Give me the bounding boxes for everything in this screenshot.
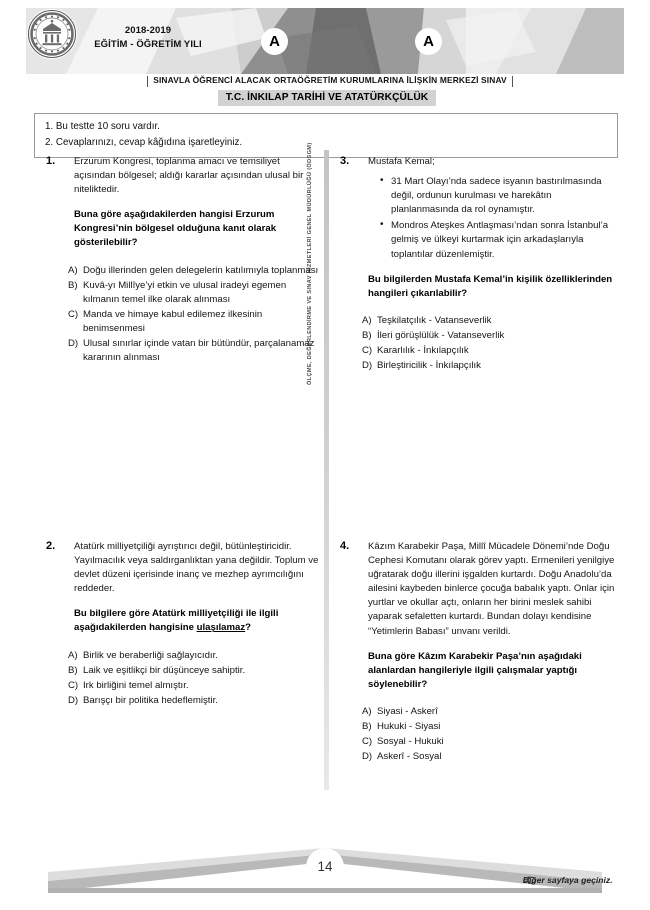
instruction-item: 1. Bu testte 10 soru vardır. [45, 121, 160, 132]
year-line-2: EĞİTİM - ÖĞRETİM YILI [94, 38, 202, 50]
option-d-letter: D) [362, 751, 373, 763]
question-1-number: 1. [46, 155, 56, 167]
question-3-options [340, 314, 618, 373]
option-a-text: Teşkilatçılık - Vatanseverlik [377, 314, 492, 326]
option-b[interactable] [362, 329, 618, 343]
question-1-options [46, 264, 324, 366]
option-d[interactable] [68, 337, 324, 365]
next-page-text: Diğer sayfaya geçiniz. [522, 875, 613, 885]
booklet-code-right: A [415, 28, 442, 55]
exam-name-label: SINAVLA ÖĞRENCİ ALACAK ORTAÖĞRETİM KURUMLARINA İLİŞKİN MERKEZİ SINAV [145, 75, 515, 85]
question-1-stem: Buna göre aşağıdakilerden hangisi Erzurum Kongresi’nin bölgesel olduğuna kanıt olarak gösterilebilir? [74, 209, 277, 249]
option-d-text: Birleştiricilik - İnkılapçılık [377, 360, 481, 372]
bullet-item: • Mondros Ateşkes Antlaşması’ndan sonra İstanbul’a gelmiş ve ülkeyi kurtarmak için arkadaşlarıyla toplantılar düzenlemiştir. [380, 219, 618, 261]
column-divider [324, 150, 329, 790]
question-2-stem-pre: Bu bilgilere göre Atatürk milliyetçiliği ile ilgili aşağıdakilerden hangisine [74, 608, 279, 634]
subject-title-bar: T.C. İNKILAP TARİHİ VE ATATÜRKÇÜLÜK [218, 90, 436, 106]
question-1-passage: Erzurum Kongresi, toplanma amacı ve temsiliyet açısından bölgesel; aldığı kararlar açısından ulusal bir niteliktedir. [74, 156, 304, 196]
question-4 [340, 540, 618, 765]
option-a-text: Doğu illerinden gelen delegelerin katılımıyla toplanması [83, 264, 319, 276]
option-b-text: İleri görüşlülük - Vatanseverlik [377, 329, 505, 341]
option-b-text: Kuvâ-yı Millîye’yi etkin ve ulusal iradeyi egemen kılmanın temel ilke olarak alınması [83, 279, 287, 305]
question-2-stem [74, 607, 324, 635]
option-c-letter: C) [362, 345, 373, 357]
option-a[interactable] [362, 314, 618, 328]
option-b-letter: B) [362, 329, 372, 341]
option-c-text: Kararlılık - İnkılapçılık [377, 345, 469, 357]
option-b-letter: B) [362, 721, 372, 733]
question-1 [46, 155, 324, 366]
option-d-letter: D) [68, 338, 79, 350]
option-d-text: Barışçı bir politika hedeflemiştir. [83, 694, 218, 706]
option-b[interactable] [362, 720, 618, 734]
option-c[interactable] [362, 735, 618, 749]
instruction-item: 2. Cevaplarınızı, cevap kâğıdına işaretleyiniz. [45, 136, 243, 148]
question-4-head [340, 540, 618, 692]
option-d-text: Askerî - Sosyal [377, 751, 442, 763]
question-2-passage: Atatürk milliyetçiliği ayrıştırıcı değil, bütünleştiricidir. Yayılmacılık veya saldırganlıktan yana değildir. Toplum ve devlet düzeni içerisinde inanç ve mezhep ayrımcılığını reddeder. [74, 541, 319, 595]
option-c-text: Sosyal - Hukuki [377, 736, 444, 748]
question-3-head [340, 155, 618, 301]
booklet-code-left: A [261, 28, 288, 55]
question-4-stem: Buna göre Kâzım Karabekir Paşa’nın aşağıdaki alanlardan hangileriyle ilgili çalışmalar yaptığı söylenebilir? [368, 650, 582, 690]
option-c-text: Irk birliğini temel almıştır. [83, 679, 189, 691]
question-2-options [46, 649, 324, 708]
question-3-number: 3. [340, 155, 350, 167]
question-2-stem-post: ? [245, 622, 252, 634]
option-d[interactable] [362, 359, 618, 373]
option-b[interactable] [68, 279, 324, 307]
question-2-head [46, 540, 324, 636]
turkish-ministry-of-education-emblem-icon [26, 8, 78, 60]
question-4-options [340, 705, 618, 764]
option-a-letter: A) [362, 314, 372, 326]
option-b-text: Hukuki - Siyasi [377, 721, 441, 733]
option-d-text: Ulusal sınırlar içinde vatan bir bütündür, parçalanamaz kararının alınması [83, 338, 315, 364]
question-2-stem-underline: ulaşılamaz [196, 622, 246, 634]
option-a-letter: A) [362, 705, 372, 717]
option-c[interactable] [68, 679, 324, 693]
option-c[interactable] [362, 344, 618, 358]
question-1-head [46, 155, 324, 251]
option-c-letter: C) [362, 736, 373, 748]
option-c-text: Manda ve himaye kabul edilemez ilkesinin benimsenmesi [83, 308, 263, 334]
page-footer [0, 848, 650, 900]
question-2 [46, 540, 324, 709]
option-b-letter: B) [68, 279, 78, 291]
header-banner [26, 8, 624, 74]
option-d[interactable] [362, 750, 618, 764]
option-b[interactable] [68, 664, 324, 678]
question-2-number: 2. [46, 540, 56, 552]
question-3-bullets [368, 175, 618, 262]
year-line-1: 2018-2019 [124, 25, 172, 36]
option-a-text: Siyasi - Askerî [377, 705, 438, 717]
option-b-text: Laik ve eşitlikçi bir düşünceye sahiptir. [83, 664, 246, 676]
question-4-passage: Kâzım Karabekir Paşa, Millî Mücadele Dönemi’nde Doğu Cephesi Komutanı olarak görev yaptı. Ermenileri yenilgiye uğratarak doğu illerini işgalden kurtardı. Doğu Anadolu’da ailesini kaybeden binlerce çocuğa babalık yaptı. Onlar için yurtlar ve okullar açtı, onların her birini meslek sahibi yaparak sefaletten kurtardı. Bundan dolayı kendisine “Yetimlerin Babası” unvanı verildi. [368, 541, 615, 637]
option-d[interactable] [68, 694, 324, 708]
option-a[interactable] [362, 705, 618, 719]
next-page-note [523, 875, 618, 885]
question-3 [340, 155, 618, 374]
option-a-letter: A) [68, 264, 78, 276]
education-year-label [60, 24, 236, 52]
page-number: 14 [306, 848, 344, 886]
question-4-number: 4. [340, 540, 350, 552]
option-a[interactable] [68, 649, 324, 663]
question-3-passage: Mustafa Kemal; [368, 156, 435, 167]
odsgm-vertical-label: ÖLÇME, DEĞERLENDİRME VE SINAV HİZMETLERİ GENEL MÜDÜRLÜĞÜ (ÖDSGM) [307, 142, 313, 385]
option-d-letter: D) [362, 360, 373, 372]
option-a-text: Birlik ve beraberliği sağlayıcıdır. [83, 649, 218, 661]
option-c-letter: C) [68, 679, 79, 691]
option-c[interactable] [68, 308, 324, 336]
option-a[interactable] [68, 264, 324, 278]
option-b-letter: B) [68, 664, 78, 676]
option-a-letter: A) [68, 649, 78, 661]
bullet-item: • 31 Mart Olayı’nda sadece isyanın bastırılmasında değil, ordunun kurulması ve harekâtın planlanmasında da rol oynamıştır. [380, 175, 618, 217]
option-d-letter: D) [68, 694, 79, 706]
question-3-stem: Bu bilgilerden Mustafa Kemal’in kişilik özelliklerinden hangileri çıkarılabilir? [368, 273, 613, 299]
option-c-letter: C) [68, 308, 79, 320]
